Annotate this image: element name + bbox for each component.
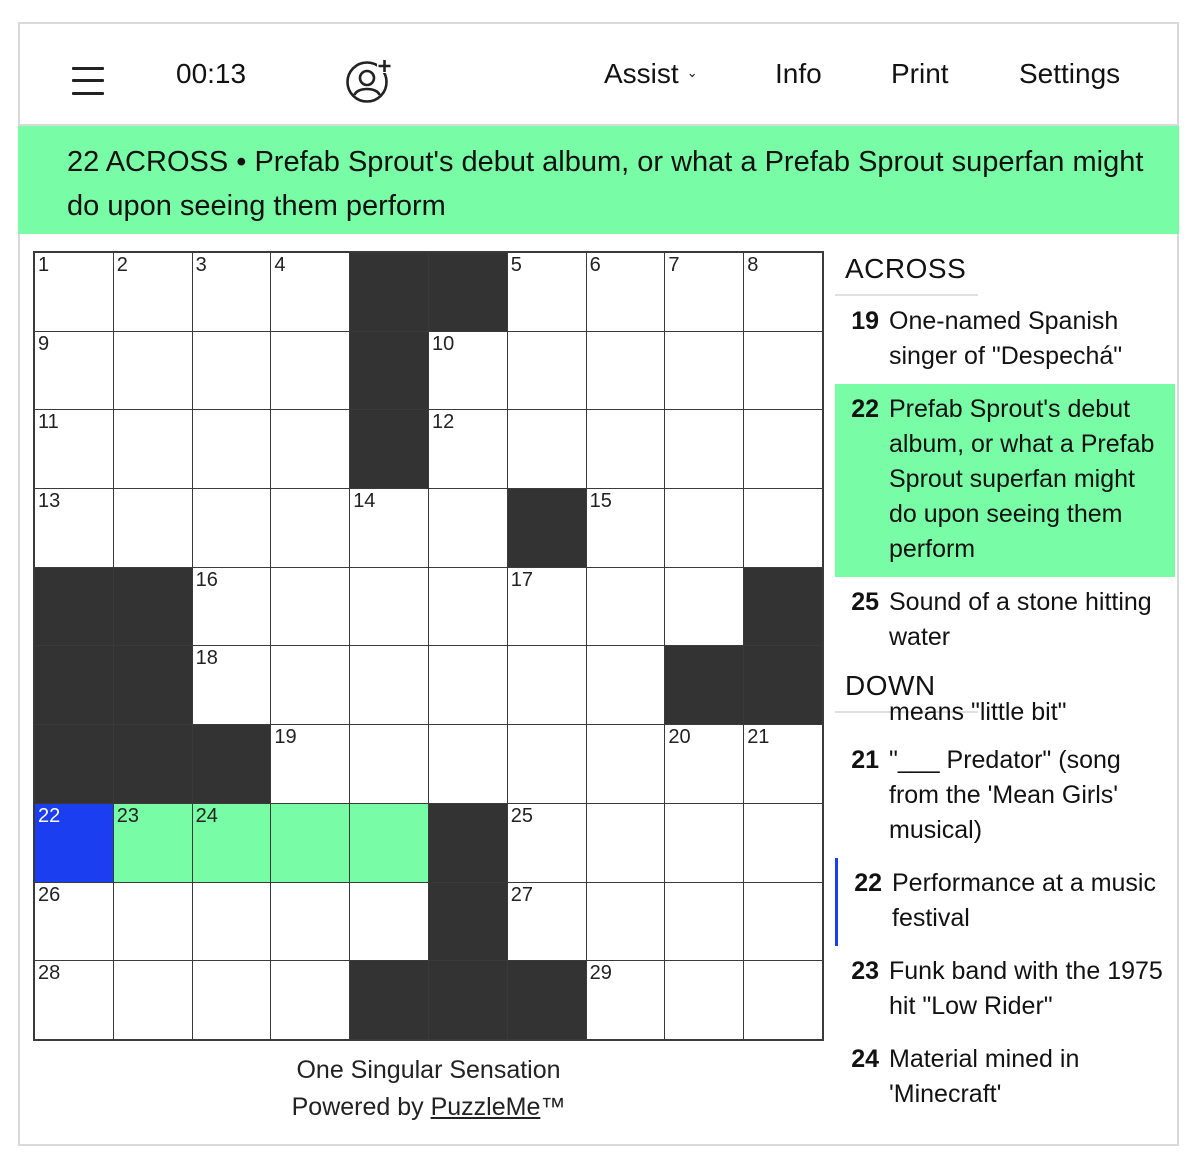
grid-cell[interactable] [193,489,271,567]
grid-cell[interactable] [587,410,665,488]
cell-number: 17 [510,568,534,591]
assist-menu[interactable]: Assist ⌄ [604,58,698,89]
grid-block [744,646,822,724]
clue-number: 21 [851,746,879,774]
grid-cell[interactable] [665,961,743,1039]
grid-cell[interactable] [587,332,665,410]
cell-number: 29 [589,962,612,985]
clue-text: Prefab Sprout's debut album, or what a Prefab Sprout superfan might do upon seeing them perform [889,395,1155,563]
grid-cell[interactable] [744,489,822,567]
grid-cell[interactable] [429,489,507,567]
grid-cell[interactable] [35,489,113,567]
cell-number: 6 [589,254,601,276]
across-heading: ACROSS [835,248,978,296]
grid-cell[interactable] [744,961,822,1039]
grid-block [350,410,428,488]
grid-cell[interactable] [193,961,271,1039]
grid-cell[interactable] [35,961,113,1039]
clue-text: Funk band with the 1975 hit "Low Rider" [889,957,1163,1020]
grid-block [508,489,586,567]
grid-block [35,568,113,646]
grid-cell[interactable] [271,725,349,803]
cell-number: 7 [668,254,680,276]
grid-cell[interactable] [114,961,192,1039]
grid-cell[interactable] [114,883,192,961]
across-clue-list [835,296,1175,665]
clue-text: "___ Predator" (song from the 'Mean Girls' musical) [889,746,1121,844]
grid-cell[interactable] [271,883,349,961]
cell-number: 18 [195,647,218,670]
cell-number: 25 [510,804,534,827]
puzzle-credit [33,1052,824,1126]
grid-cell-highlighted[interactable] [271,804,349,882]
grid-cell[interactable] [271,489,349,567]
grid-cell[interactable] [114,410,192,488]
grid-cell[interactable] [429,410,507,488]
cell-number: 24 [195,804,218,827]
grid-cell[interactable] [508,568,586,646]
grid-cell[interactable] [587,883,665,961]
grid-block [665,646,743,724]
active-clue-bar [18,126,1179,234]
grid-cell[interactable] [114,489,192,567]
grid-cell[interactable] [193,332,271,410]
cell-number: 15 [589,490,612,513]
grid-cell[interactable] [744,725,822,803]
grid-cell[interactable] [508,332,586,410]
grid-cell[interactable] [508,804,586,882]
grid-cell[interactable] [587,646,665,724]
grid-cell[interactable] [508,253,586,331]
down-clue[interactable] [835,1034,1175,1122]
active-clue-separator: • [236,146,247,178]
toolbar [20,24,1177,126]
grid-cell[interactable] [193,253,271,331]
clue-number: 23 [851,957,879,985]
settings-menu[interactable]: Settings [1019,58,1121,89]
grid-cell[interactable] [271,332,349,410]
clue-text: Material mined in 'Minecraft' [889,1045,1080,1108]
grid-cell[interactable] [271,410,349,488]
grid-cell-highlighted[interactable] [114,804,192,882]
cell-number: 22 [38,804,61,827]
grid-cell[interactable] [271,646,349,724]
grid-block [429,253,507,331]
clue-text: Sound of a stone hitting water [889,588,1152,651]
grid-cell[interactable] [508,646,586,724]
grid-cell[interactable] [350,646,428,724]
grid-cell[interactable] [271,253,349,331]
grid-cell[interactable] [114,332,192,410]
grid-cell-highlighted[interactable] [350,804,428,882]
down-heading: DOWN [835,665,978,713]
active-clue-text: Prefab Sprout's debut album, or what a Prefab Sprout superfan might do upon seeing them perform [67,146,1144,222]
grid-block [429,804,507,882]
print-menu[interactable]: Print [891,58,949,89]
grid-cell[interactable] [665,253,743,331]
grid-cell[interactable] [665,883,743,961]
grid-cell[interactable] [429,332,507,410]
cell-number: 11 [38,411,59,434]
grid-cell[interactable] [508,883,586,961]
grid-cell[interactable] [429,646,507,724]
grid-cell[interactable] [193,883,271,961]
grid-cell[interactable] [587,489,665,567]
grid-cell[interactable] [429,568,507,646]
grid-cell[interactable] [665,725,743,803]
grid-cell-highlighted[interactable] [193,804,271,882]
grid-cell[interactable] [193,568,271,646]
grid-block [744,568,822,646]
clue-number: 22 [854,869,882,897]
cell-number: 5 [510,254,522,276]
grid-cell[interactable] [429,725,507,803]
grid-cell[interactable] [587,804,665,882]
grid-cell[interactable] [193,646,271,724]
clue-number: 25 [851,588,879,616]
grid-block [35,646,113,724]
grid-cell[interactable] [587,961,665,1039]
grid-cell[interactable] [665,410,743,488]
clue-number: 19 [851,307,879,335]
across-clue[interactable] [835,296,1175,384]
down-clue[interactable] [835,735,1175,858]
grid-block [114,568,192,646]
grid-cell[interactable] [587,568,665,646]
cell-number: 16 [195,568,218,591]
grid-cell[interactable] [35,332,113,410]
grid-cell[interactable] [665,568,743,646]
across-clue-active[interactable] [835,384,1175,577]
grid-cell[interactable] [350,489,428,567]
grid-block [429,883,507,961]
grid-cell[interactable] [271,961,349,1039]
cell-number: 8 [747,254,759,276]
add-player-icon[interactable] [346,58,392,104]
cell-number: 27 [510,883,534,906]
chevron-down-icon: ⌄ [686,65,698,80]
grid-cell[interactable] [508,410,586,488]
crossword-grid[interactable] [33,251,824,1041]
grid-cell[interactable] [350,725,428,803]
bottom-divider [18,1144,1179,1146]
grid-cell[interactable] [665,804,743,882]
cell-number: 1 [38,254,50,276]
cell-number: 20 [668,726,691,749]
cell-number: 2 [116,254,128,276]
grid-block [35,725,113,803]
clue-text: One-named Spanish singer of "Despechá" [889,307,1123,370]
grid-cell[interactable] [35,883,113,961]
grid-cell[interactable] [744,804,822,882]
cell-number: 13 [38,490,61,513]
hamburger-menu-icon[interactable] [72,64,104,96]
grid-block [350,961,428,1039]
timer[interactable]: 00:13 [176,58,247,89]
grid-cell[interactable] [665,332,743,410]
cell-number: 26 [38,883,61,906]
grid-cell[interactable] [35,410,113,488]
grid-cell-selected[interactable] [35,804,113,882]
cell-number: 14 [353,490,376,513]
clue-number: 22 [851,395,879,423]
clue-number: 24 [851,1045,879,1073]
grid-block [350,253,428,331]
grid-cell[interactable] [271,568,349,646]
grid-cell[interactable] [587,725,665,803]
cell-number: 23 [116,804,140,827]
grid-cell[interactable] [744,253,822,331]
grid-cell[interactable] [508,725,586,803]
down-clue[interactable] [835,946,1175,1034]
grid-cell[interactable] [114,253,192,331]
cell-number: 4 [274,254,286,276]
cell-number: 10 [432,332,455,355]
grid-block [114,725,192,803]
partial-clue-text: means "little bit" [889,698,1067,726]
grid-cell[interactable] [350,883,428,961]
clue-panel [835,248,1175,1138]
cell-number: 3 [195,254,207,276]
grid-block [350,332,428,410]
cell-number: 21 [747,726,770,749]
clue-text: Performance at a music festival [892,869,1156,932]
grid-block [114,646,192,724]
across-clue[interactable] [835,577,1175,665]
cell-number: 9 [38,332,50,355]
down-clue[interactable] [835,858,1175,946]
grid-cell[interactable] [350,568,428,646]
down-clue-list [835,698,1175,1173]
grid-cell[interactable] [35,253,113,331]
puzzle-title: One Singular Sensation [296,1056,561,1084]
grid-cell[interactable] [193,410,271,488]
grid-cell[interactable] [744,332,822,410]
grid-cell[interactable] [744,410,822,488]
grid-block [193,725,271,803]
powered-by: Powered by PuzzleMe™ [291,1093,566,1121]
info-menu[interactable]: Info [775,58,822,89]
cell-number: 28 [38,962,61,985]
puzzleme-link[interactable]: PuzzleMe [430,1093,541,1121]
cell-number: 12 [432,411,455,434]
cell-number: 19 [274,726,297,749]
grid-block [429,961,507,1039]
grid-cell[interactable] [587,253,665,331]
grid-cell[interactable] [744,883,822,961]
active-clue-label: 22 ACROSS [67,146,229,178]
grid-cell[interactable] [665,489,743,567]
grid-block [508,961,586,1039]
